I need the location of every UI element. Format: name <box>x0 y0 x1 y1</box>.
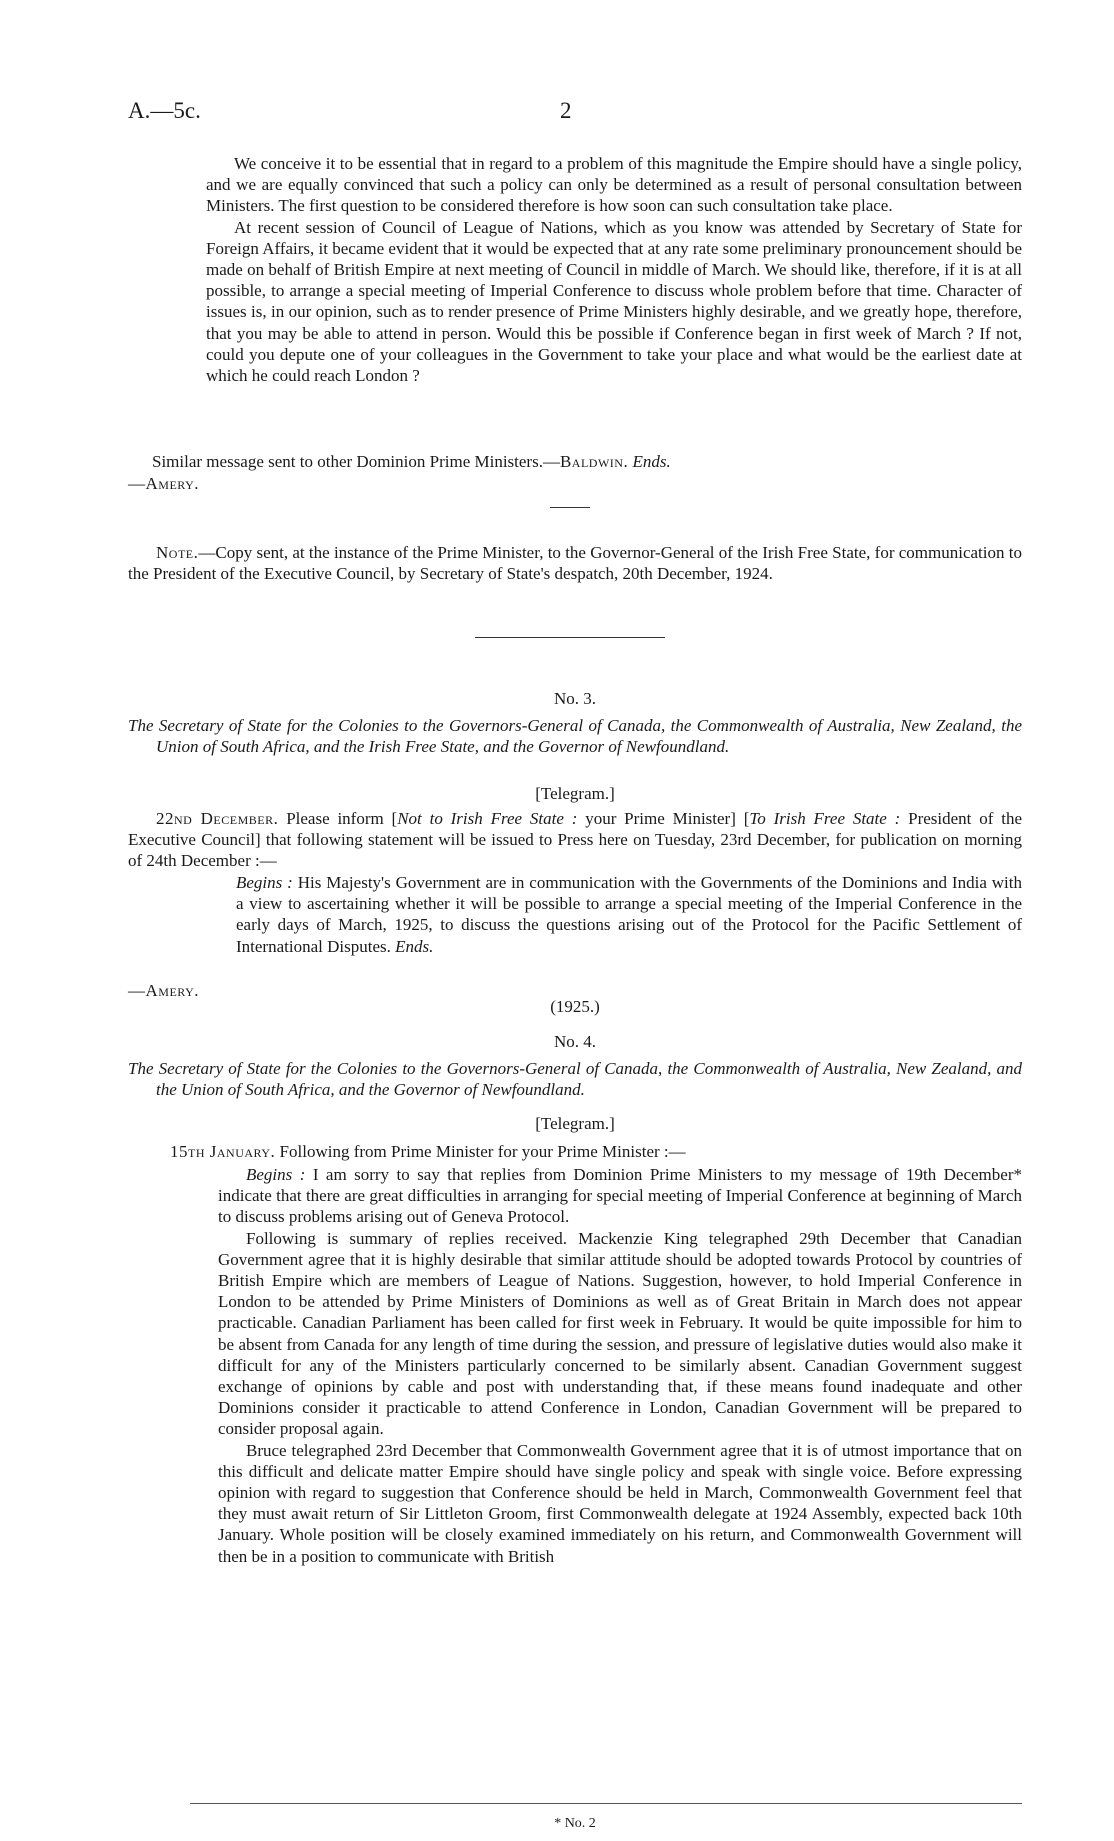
quoted-statement: Begins : His Majesty's Government are in communication with the Governments of the Dominions and India with a view to ascertaining whether it will be possible to arrange a special meeting of the Imperial Conference in the early days of March, 1925, to discuss the questions arising out of the Protocol for the Pacific Settlement of International Disputes. Ends. <box>236 873 1022 956</box>
similar-message-line <box>152 451 1022 472</box>
begins-marker: Begins : <box>246 1165 306 1184</box>
section-number: No. 3. <box>553 689 597 708</box>
ends-marker: Ends. <box>632 452 671 471</box>
section-number: No. 4. <box>553 1032 597 1051</box>
telegram-body: Begins : I am sorry to say that replies from Dominion Prime Ministers to my message of 19th December* indicate that there are great difficulties in arranging for special meeting of Imperial Conference at beginning of March to discuss problems arising out of Geneva Protocol. Following is summary of replies received. Mackenzie King telegraphed 29th December that Canadian Government agree that it is highly desirable that similar attitude should be adopted towards Protocol by countries of British Empire which are members of League of Nations. Suggestion, however, to hold Imperial Conference in London to be attended by Prime Ministers of Dominions as well as of Great Britain in March does not appear practicable. Canadian Parliament has been called for first week in February. It would be quite impossible for him to be absent from Canada for any length of time during the session, and pressure of legislative duties would also make it difficult for any of the Ministers particularly concerned to be similarly absent. Canadian Government suggest exchange of opinions by cable and post with understanding that, if these means found inadequate and other Dominions consider it practicable to attend Conference in London, Canadian Government will be prepared to consider proposal again. Bruce telegraphed 23rd December that Commonwealth Government agree that it is of utmost importance that on this difficult and delicate matter Empire should have single policy and speak with single voice. Before expressing opinion with regard to suggestion that Conference should be held in March, Commonwealth Government feel that they must await return of Sir Littleton Groom, first Commonwealth delegate at 1924 Assembly, expected back 10th January. Whole position will be closely examined immediately on his return, and Commonwealth Government will then be in a position to communicate with British <box>218 1165 1022 1566</box>
telegram-date: 15th January. <box>170 1142 276 1161</box>
paragraph: At recent session of Council of League of Nations, which as you know was attended by Secretary of State for Foreign Affairs, it became evident that it would be expected that at any rate some preliminary pronouncement should be made on behalf of British Empire at next meeting of Council in middle of March. We should like, therefore, if it is at all possible, to arrange a special meeting of Imperial Conference to discuss whole problem before that time. Character of issues is, in our opinion, such as to render presence of Prime Ministers highly desirable, and we greatly hope, therefore, that you may be able to attend in person. Would this be possible if Conference began in first week of March ? If not, could you depute one of your colleagues in the Government to take your place and what would be the earliest date at which he could reach London ? <box>206 217 1022 386</box>
telegram-label: [Telegram.] <box>535 1114 615 1133</box>
telegram-date: 22nd December. <box>156 809 279 828</box>
note-label: Note. <box>156 543 199 562</box>
note-paragraph <box>128 542 1022 584</box>
footnote-rule <box>190 1803 1022 1804</box>
footnote: * No. 2 <box>554 1816 596 1831</box>
short-divider <box>550 507 590 508</box>
telegram-body: 22nd December. Please inform [Not to Irish Free State : your Prime Minister] [To Irish Free State : President of the Executive Council] that following statement will be issued to Press here on Tuesday, 23rd December, for publication on morning of 24th December :— <box>128 809 1022 871</box>
signature: —Amery. <box>128 981 200 1000</box>
section-title: The Secretary of State for the Colonies to the Governors-General of Canada, the Commonwealth of Australia, New Zealand, and the Union of South Africa, and the Governor of Newfoundland. <box>128 1059 1022 1100</box>
signature: —Amery. <box>128 474 200 493</box>
document-code: A.—5c. <box>128 98 201 123</box>
telegram-intro: 15th January. Following from Prime Minister for your Prime Minister :— <box>170 1142 686 1161</box>
year-heading: (1925.) <box>550 997 600 1016</box>
similar-message-text: Similar message sent to other Dominion Prime Ministers.— <box>152 452 560 471</box>
telegram-label: [Telegram.] <box>535 784 615 803</box>
paragraph: Following is summary of replies received. Mackenzie King telegraphed 29th December that Canadian Government agree that it is highly desirable that similar attitude should be adopted towards Protocol by countries of British Empire which are members of League of Nations. Suggestion, however, to hold Imperial Conference in London to be attended by Prime Ministers of Dominions as well as of Great Britain in March does not appear practicable. Canadian Parliament has been called for first week in February. It would be quite impossible for him to be absent from Canada for any length of time during the session, and pressure of legislative duties would also make it difficult for any of the Ministers particularly concerned to be similarly absent. Canadian Government suggest exchange of opinions by cable and post with understanding that, if these means found inadequate and other Dominions consider it practicable to attend Conference in London, Canadian Government will be prepared to consider proposal again. <box>218 1228 1022 1439</box>
begins-marker: Begins : <box>236 873 293 892</box>
section-title: The Secretary of State for the Colonies to the Governors-General of Canada, the Commonwealth of Australia, New Zealand, the Union of South Africa, and the Irish Free State, and the Governor of Newfoundland. <box>128 716 1022 757</box>
sender-name: Baldwin. <box>559 452 629 471</box>
section-divider <box>475 637 665 638</box>
note <box>128 542 1022 584</box>
note-text: —Copy sent, at the instance of the Prime Minister, to the Governor-General of the Irish Free State, for communication to the President of the Executive Council, by Secretary of State's despatch, 20th December, 1924. <box>128 543 1022 584</box>
ends-marker: Ends. <box>395 936 434 956</box>
paragraph: We conceive it to be essential that in regard to a problem of this magnitude the Empire should have a single policy, and we are equally convinced that such a policy can only be determined as a result of personal consultation between Ministers. The first question to be considered therefore is how soon can such consultation take place. <box>206 154 1022 216</box>
paragraph: Bruce telegraphed 23rd December that Commonwealth Government agree that it is of utmost importance that on this difficult and delicate matter Empire should have single policy and speak with single voice. Before expressing opinion with regard to suggestion that Conference should be held in March, Commonwealth Government feel that they must await return of Sir Littleton Groom, first Commonwealth delegate at 1924 Assembly, expected back 10th January. Whole position will be closely examined immediately on his return, and Commonwealth Government will then be in a position to communicate with British <box>218 1440 1022 1566</box>
page-number: 2 <box>560 98 572 123</box>
no2-continuation <box>206 153 1022 386</box>
